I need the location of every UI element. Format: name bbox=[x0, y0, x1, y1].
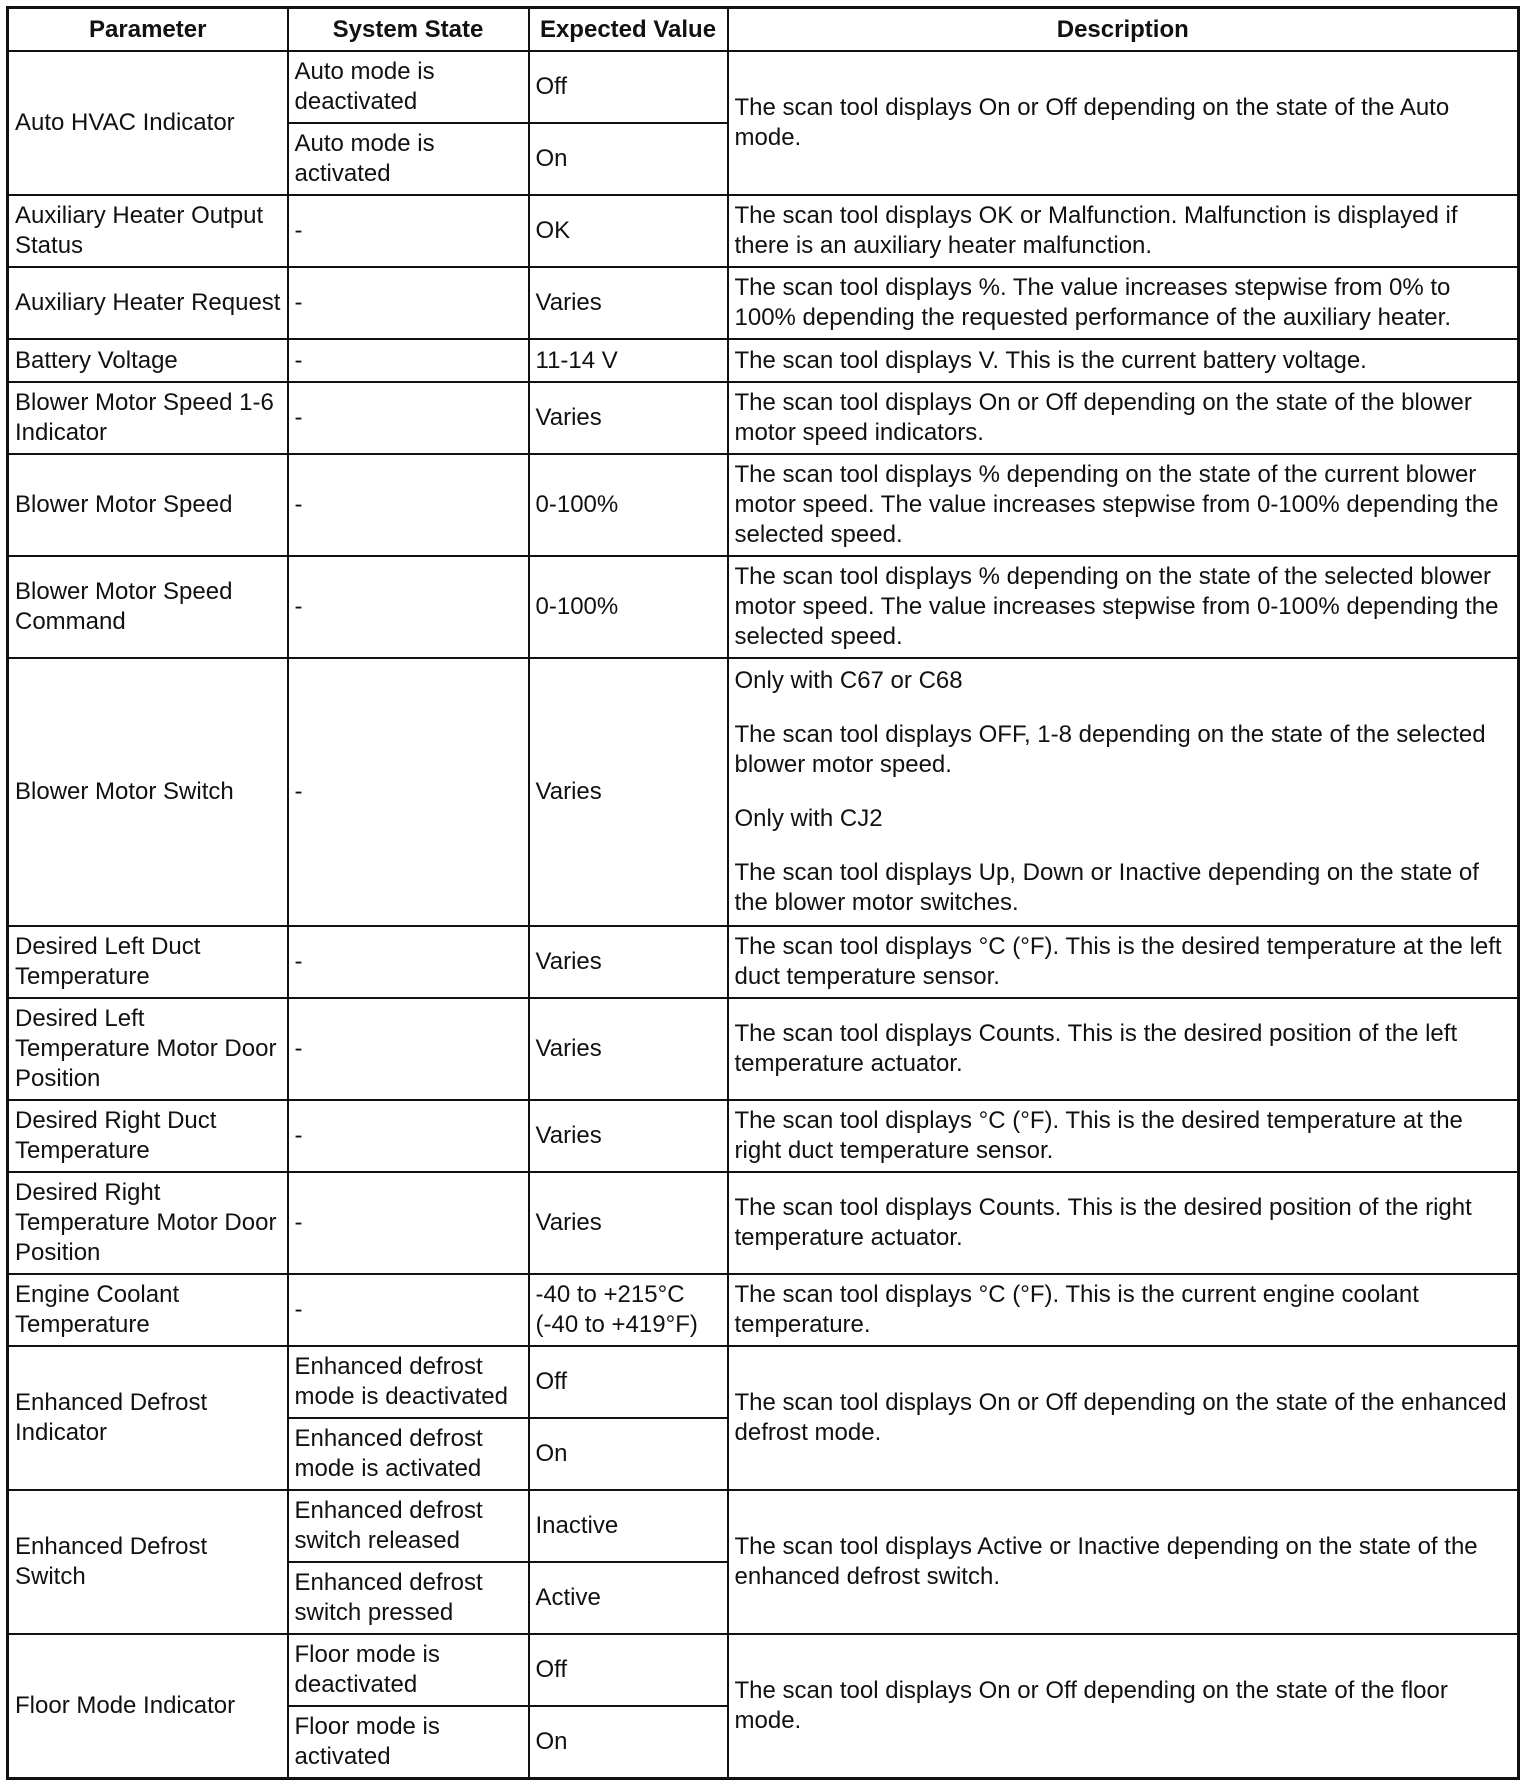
system-state-cell: - bbox=[288, 1274, 529, 1346]
parameter-cell: Desired Left Duct Temperature bbox=[8, 926, 288, 998]
expected-value-cell: 11-14 V bbox=[529, 339, 728, 382]
description-cell: The scan tool displays Counts. This is the desired position of the right temperature actuator. bbox=[728, 1172, 1519, 1274]
system-state-cell: Auto mode is deactivated bbox=[288, 51, 529, 123]
description-cell: The scan tool displays Counts. This is the desired position of the left temperature actuator. bbox=[728, 998, 1519, 1100]
description-text: The scan tool displays Up, Down or Inactive depending on the state of the blower motor switches. bbox=[734, 859, 1479, 916]
expected-value-cell: On bbox=[529, 123, 728, 195]
table-row bbox=[8, 1100, 1519, 1172]
system-state-cell: Enhanced defrost switch released bbox=[288, 1490, 529, 1562]
parameter-cell: Engine Coolant Temperature bbox=[8, 1274, 288, 1346]
table-row bbox=[8, 382, 1519, 454]
parameter-cell: Blower Motor Speed 1-6 Indicator bbox=[8, 382, 288, 454]
parameter-table bbox=[6, 6, 1520, 1780]
description-cell: The scan tool displays °C (°F). This is the desired temperature at the right duct temperature sensor. bbox=[728, 1100, 1519, 1172]
expected-value-cell: Active bbox=[529, 1562, 728, 1634]
description-cell: The scan tool displays % depending on the state of the current blower motor speed. The value increases stepwise from 0-100% depending the selected speed. bbox=[728, 454, 1519, 556]
expected-value-cell: Varies bbox=[529, 382, 728, 454]
parameter-cell: Desired Right Duct Temperature bbox=[8, 1100, 288, 1172]
system-state-cell: - bbox=[288, 382, 529, 454]
parameter-cell: Auto HVAC Indicator bbox=[8, 51, 288, 195]
header-parameter: Parameter bbox=[8, 8, 288, 52]
system-state-cell: - bbox=[288, 339, 529, 382]
table-row bbox=[8, 454, 1519, 556]
expected-value-cell: On bbox=[529, 1418, 728, 1490]
system-state-cell: Enhanced defrost mode is deactivated bbox=[288, 1346, 529, 1418]
description-cell: The scan tool displays On or Off depending on the state of the blower motor speed indicators. bbox=[728, 382, 1519, 454]
header-description: Description bbox=[728, 8, 1519, 52]
description-cell: The scan tool displays % depending on the state of the selected blower motor speed. The value increases stepwise from 0-100% depending the selected speed. bbox=[728, 556, 1519, 658]
description-cell: The scan tool displays OK or Malfunction. Malfunction is displayed if there is an auxiliary heater malfunction. bbox=[728, 195, 1519, 267]
table-row bbox=[8, 339, 1519, 382]
description-cell: The scan tool displays °C (°F). This is the desired temperature at the left duct temperature sensor. bbox=[728, 926, 1519, 998]
description-cell: The scan tool displays °C (°F). This is the current engine coolant temperature. bbox=[728, 1274, 1519, 1346]
header-expected-value: Expected Value bbox=[529, 8, 728, 52]
parameter-cell: Desired Left Temperature Motor Door Position bbox=[8, 998, 288, 1100]
table-row bbox=[8, 1346, 1519, 1418]
table-row bbox=[8, 926, 1519, 998]
system-state-cell: - bbox=[288, 267, 529, 339]
system-state-cell: - bbox=[288, 454, 529, 556]
table-row bbox=[8, 556, 1519, 658]
description-note: Only with CJ2 bbox=[734, 805, 883, 832]
description-cell: The scan tool displays On or Off depending on the state of the floor mode. bbox=[728, 1634, 1519, 1779]
parameter-cell: Auxiliary Heater Output Status bbox=[8, 195, 288, 267]
expected-value-cell: Off bbox=[529, 51, 728, 123]
table-row bbox=[8, 1172, 1519, 1274]
expected-value-cell: Varies bbox=[529, 267, 728, 339]
parameter-cell: Battery Voltage bbox=[8, 339, 288, 382]
system-state-cell: Enhanced defrost switch pressed bbox=[288, 1562, 529, 1634]
description-cell: The scan tool displays Active or Inactive depending on the state of the enhanced defrost switch. bbox=[728, 1490, 1519, 1634]
parameter-cell: Enhanced Defrost Switch bbox=[8, 1490, 288, 1634]
expected-value-cell: 0-100% bbox=[529, 454, 728, 556]
parameter-cell: Desired Right Temperature Motor Door Position bbox=[8, 1172, 288, 1274]
system-state-cell: - bbox=[288, 1100, 529, 1172]
expected-value-cell: Varies bbox=[529, 658, 728, 926]
expected-value-cell: Varies bbox=[529, 926, 728, 998]
expected-value-cell: Varies bbox=[529, 998, 728, 1100]
parameter-cell: Floor Mode Indicator bbox=[8, 1634, 288, 1779]
expected-value-cell: -40 to +215°C (-40 to +419°F) bbox=[529, 1274, 728, 1346]
system-state-cell: Floor mode is activated bbox=[288, 1706, 529, 1779]
expected-value-cell: Varies bbox=[529, 1100, 728, 1172]
system-state-cell: - bbox=[288, 926, 529, 998]
system-state-cell: Auto mode is activated bbox=[288, 123, 529, 195]
parameter-cell: Auxiliary Heater Request bbox=[8, 267, 288, 339]
parameter-cell: Blower Motor Speed bbox=[8, 454, 288, 556]
expected-value-cell: On bbox=[529, 1706, 728, 1779]
header-system-state: System State bbox=[288, 8, 529, 52]
system-state-cell: - bbox=[288, 658, 529, 926]
parameter-cell: Blower Motor Speed Command bbox=[8, 556, 288, 658]
system-state-cell: - bbox=[288, 195, 529, 267]
parameter-cell: Blower Motor Switch bbox=[8, 658, 288, 926]
description-cell: The scan tool displays V. This is the current battery voltage. bbox=[728, 339, 1519, 382]
table-row bbox=[8, 1274, 1519, 1346]
expected-value-cell: OK bbox=[529, 195, 728, 267]
description-cell: The scan tool displays On or Off depending on the state of the Auto mode. bbox=[728, 51, 1519, 195]
system-state-cell: Floor mode is deactivated bbox=[288, 1634, 529, 1706]
expected-value-cell: Inactive bbox=[529, 1490, 728, 1562]
system-state-cell: - bbox=[288, 1172, 529, 1274]
table-row bbox=[8, 51, 1519, 123]
expected-value-cell: Off bbox=[529, 1634, 728, 1706]
system-state-cell: Enhanced defrost mode is activated bbox=[288, 1418, 529, 1490]
description-note: Only with C67 or C68 bbox=[734, 667, 963, 694]
system-state-cell: - bbox=[288, 556, 529, 658]
description-cell: The scan tool displays On or Off depending on the state of the enhanced defrost mode. bbox=[728, 1346, 1519, 1490]
description-text: The scan tool displays OFF, 1-8 depending on the state of the selected blower motor speed. bbox=[734, 721, 1486, 778]
table-row bbox=[8, 195, 1519, 267]
expected-value-cell: Off bbox=[529, 1346, 728, 1418]
table-row bbox=[8, 1490, 1519, 1562]
table-row bbox=[8, 658, 1519, 926]
table-row bbox=[8, 267, 1519, 339]
expected-value-cell: 0-100% bbox=[529, 556, 728, 658]
system-state-cell: - bbox=[288, 998, 529, 1100]
table-row bbox=[8, 1634, 1519, 1706]
parameter-cell: Enhanced Defrost Indicator bbox=[8, 1346, 288, 1490]
header-row bbox=[8, 8, 1519, 52]
table-row bbox=[8, 998, 1519, 1100]
description-cell: The scan tool displays %. The value increases stepwise from 0% to 100% depending the requested performance of the auxiliary heater. bbox=[728, 267, 1519, 339]
expected-value-cell: Varies bbox=[529, 1172, 728, 1274]
description-cell bbox=[728, 658, 1519, 926]
